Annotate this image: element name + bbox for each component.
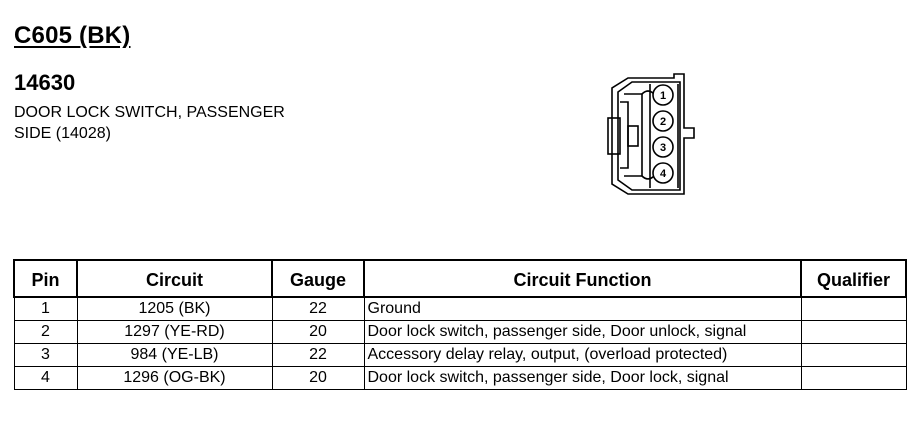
pin-2-label: 2 [659,116,667,128]
table-row [14,297,906,321]
table-row [14,344,906,367]
part-number: 14630 [14,70,76,95]
cell-circuit-function: Ground [364,297,801,321]
description-line-1: DOOR LOCK SWITCH, PASSENGER [14,104,285,121]
cell-circuit: 1297 (YE-RD) [77,321,272,344]
pin-3-label: 3 [659,142,667,154]
pin-1-label: 1 [659,90,667,102]
cell-circuit: 1205 (BK) [77,297,272,321]
cell-circuit-function: Door lock switch, passenger side, Door unlock, signal [364,321,801,344]
table-header-row [14,260,906,297]
table-row [14,321,906,344]
connector-title: C605 (BK) [14,22,131,49]
cell-circuit: 1296 (OG-BK) [77,367,272,390]
cell-gauge: 22 [272,297,364,321]
pin-circuit-table [13,259,907,390]
cell-circuit-function: Door lock switch, passenger side, Door lock, signal [364,367,801,390]
connector-face-diagram [598,72,708,196]
cell-qualifier [801,321,906,344]
header-qualifier: Qualifier [801,260,906,297]
cell-gauge: 20 [272,367,364,390]
cell-gauge: 22 [272,344,364,367]
cell-pin: 3 [14,344,77,367]
cell-circuit: 984 (YE-LB) [77,344,272,367]
cell-pin: 4 [14,367,77,390]
cell-qualifier [801,297,906,321]
table-row [14,367,906,390]
cell-qualifier [801,344,906,367]
header-circuit: Circuit [77,260,272,297]
cell-circuit-function: Accessory delay relay, output, (overload protected) [364,344,801,367]
cell-pin: 1 [14,297,77,321]
cell-qualifier [801,367,906,390]
header-pin: Pin [14,260,77,297]
pin-4-label: 4 [659,168,667,180]
cell-gauge: 20 [272,321,364,344]
cell-pin: 2 [14,321,77,344]
component-description [14,102,374,144]
description-line-2: SIDE (14028) [14,125,111,142]
header-circuit-function: Circuit Function [364,260,801,297]
header-gauge: Gauge [272,260,364,297]
